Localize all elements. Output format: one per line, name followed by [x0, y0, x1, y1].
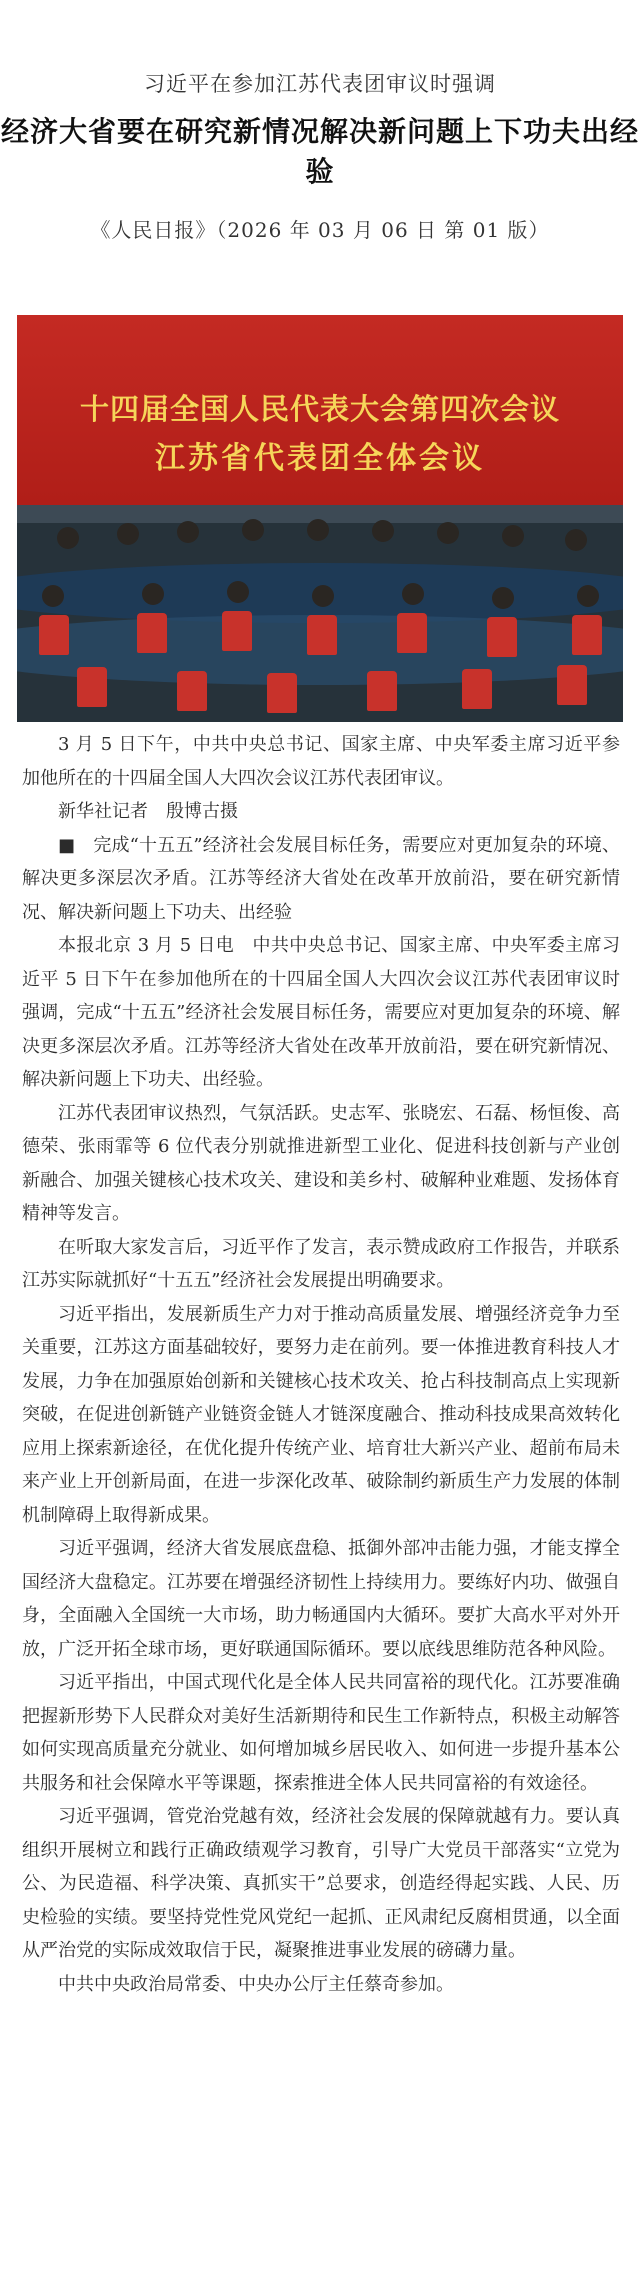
photo-person — [42, 585, 64, 607]
body-paragraph: 中共中央政治局常委、中央办公厅主任蔡奇参加。 — [58, 1973, 454, 1995]
photo-person — [177, 521, 199, 543]
photo-person — [142, 583, 164, 605]
body-paragraph: 习近平强调，管党治党越有效，经济社会发展的保障就越有力。要认真组织开展树立和践行正确政绩观学习教育，引导广大党员干部落实“立党为公、为民造福、科学决策、真抓实干”总要求，创造经得起实践、人民、历史检验的实绩。要坚持党性党风党纪一起抓、正风肃纪反腐相贯通，以全面从严治党的实际成效取信于民，凝聚推进事业发展的磅礴力量。 — [22, 1806, 620, 1961]
body-paragraph: 习近平指出，中国式现代化是全体人民共同富裕的现代化。江苏要准确把握新形势下人民群众对美好生活新期待和民生工作新特点，积极主动解答如何实现高质量充分就业、如何增加城乡居民收入、如何进一步提升基本公共服务和社会保障水平等课题，探索推进全体人民共同富裕的有效途径。 — [22, 1672, 620, 1794]
article-source: 《人民日报》（2026 年 03 月 06 日 第 01 版） — [90, 218, 550, 242]
photo-person — [402, 583, 424, 605]
photo-banner-line1: 十四届全国人民代表大会第四次会议 — [79, 392, 560, 426]
photo-person — [307, 519, 329, 541]
photo-person — [437, 522, 459, 544]
photo-chair — [307, 615, 337, 655]
photo-person — [577, 585, 599, 607]
photo-chair — [572, 615, 602, 655]
photo-person — [117, 523, 139, 545]
body-paragraph: 本报北京 3 月 5 日电 中共中央总书记、国家主席、中央军委主席习近平 5 日下午在参加他所在的十四届全国人大四次会议江苏代表团审议时强调，完成“十五五”经济社会发展目标任务，需要应对更加复杂的环境、解决更多深层次矛盾。江苏等经济大省处在改革开放前沿，要在研究新情况、解决新问题上下功夫、出经验。 — [22, 935, 620, 1090]
body-paragraph: 习近平强调，经济大省发展底盘稳、抵御外部冲击能力强，才能支撑全国经济大盘稳定。江苏要在增强经济韧性上持续用力。要练好内功、做强自身，全面融入全国统一大市场，助力畅通国内大循环。要扩大高水平对外开放，广泛开拓全球市场，更好联通国际循环。要以底线思维防范各种风险。 — [22, 1538, 620, 1660]
body-paragraph: 江苏代表团审议热烈，气氛活跃。史志军、张晓宏、石磊、杨恒俊、高德荣、张雨霏等 6 位代表分别就推进新型工业化、促进科技创新与产业创新融合、加强关键核心技术攻关、建设和美乡村、破解种业难题、发扬体育精神等发言。 — [22, 1102, 620, 1224]
photo-chair — [77, 667, 107, 707]
photo-person — [57, 527, 79, 549]
photo-person — [565, 529, 587, 551]
photo-chair — [39, 615, 69, 655]
photo-person — [372, 520, 394, 542]
article-summary — [22, 829, 620, 930]
photo-chair — [397, 613, 427, 653]
photo-person — [492, 587, 514, 609]
photo-person — [312, 585, 334, 607]
photo-person — [242, 519, 264, 541]
article-body — [22, 728, 620, 2001]
photo-credit: 新华社记者 殷博古摄 — [58, 801, 238, 822]
article-kicker: 习近平在参加江苏代表团审议时强调 — [144, 72, 496, 96]
summary-text: 完成“十五五”经济社会发展目标任务，需要应对更加复杂的环境、解决更多深层次矛盾。江苏等经济大省处在改革开放前沿，要在研究新情况、解决新问题上下功夫、出经验 — [22, 834, 620, 923]
photo-chair — [222, 611, 252, 651]
summary-marker: ■ — [58, 834, 76, 856]
photo-chair — [557, 665, 587, 705]
photo-chair — [462, 669, 492, 709]
photo-person — [502, 525, 524, 547]
photo-caption: 3 月 5 日下午，中共中央总书记、国家主席、中央军委主席习近平参加他所在的十四届全国人大四次会议江苏代表团审议。 — [22, 734, 620, 789]
meeting-photo — [17, 315, 623, 722]
photo-banner-line2: 江苏省代表团全体会议 — [155, 441, 485, 476]
body-paragraph: 在听取大家发言后，习近平作了发言，表示赞成政府工作报告，并联系江苏实际就抓好“十五五”经济社会发展提出明确要求。 — [22, 1236, 620, 1291]
body-paragraph: 习近平指出，发展新质生产力对于推动高质量发展、增强经济竞争力至关重要，江苏这方面基础较好，要努力走在前列。要一体推进教育科技人才发展，力争在加强原始创新和关键核心技术攻关、抢占科技制高点上实现新突破，在促进创新链产业链资金链人才链深度融合、推动科技成果高效转化应用上探索新途径，在优化提升传统产业、培育壮大新兴产业、超前布局未来产业上开创新局面，在进一步深化改革、破除制约新质生产力发展的体制机制障碍上取得新成果。 — [22, 1303, 620, 1526]
photo-chair — [177, 671, 207, 711]
photo-chair — [267, 673, 297, 713]
photo-banner — [17, 315, 623, 505]
photo-chair — [487, 617, 517, 657]
photo-person — [227, 581, 249, 603]
photo-chair — [137, 613, 167, 653]
photo-chair — [367, 671, 397, 711]
article-headline: 经济大省要在研究新情况解决新问题上下功夫出经验 — [0, 115, 639, 188]
